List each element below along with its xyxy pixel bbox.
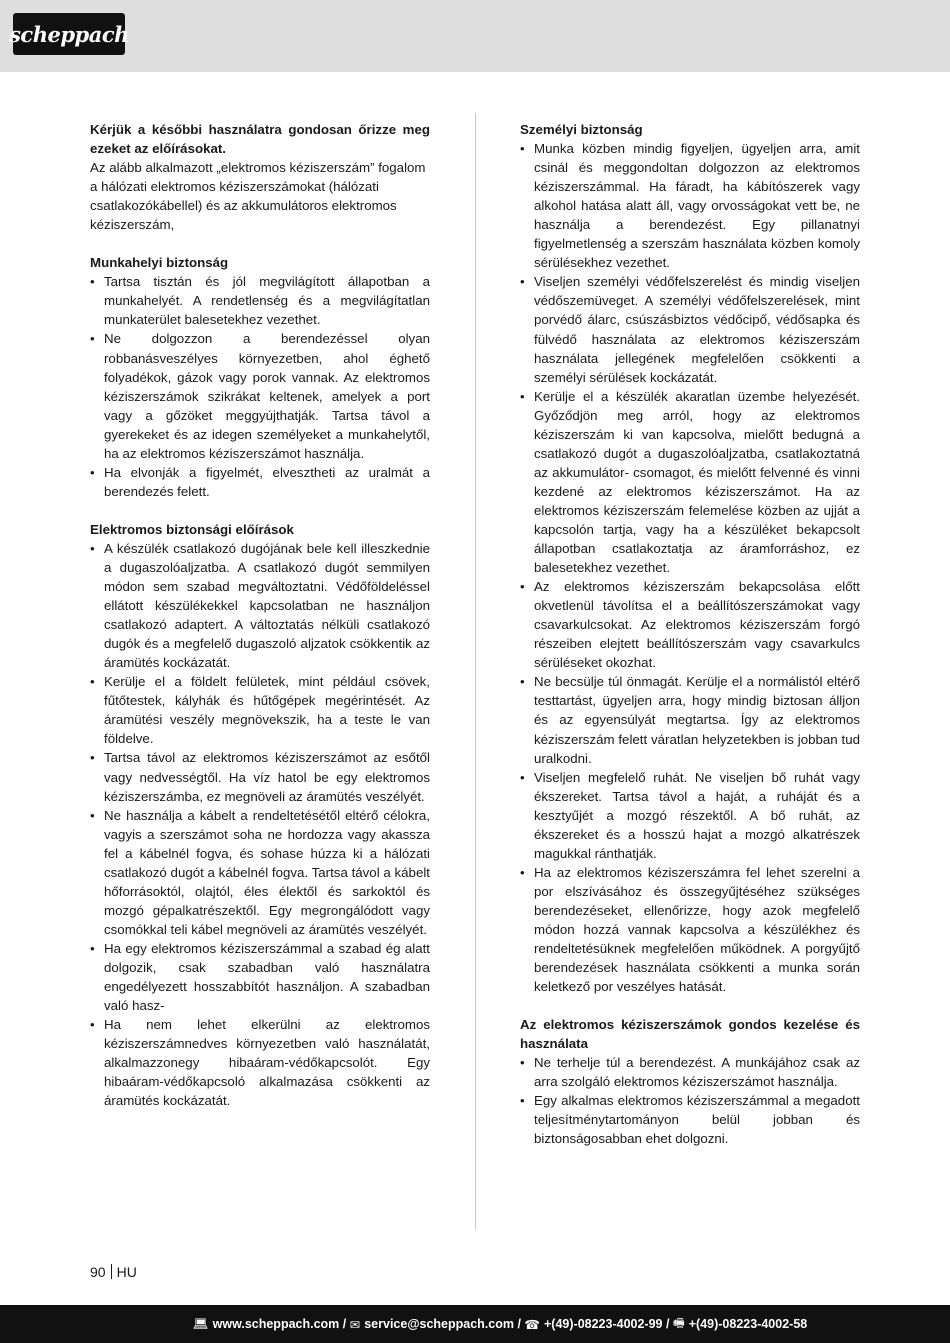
list-item: • Ha elvonják a figyelmét, elvesztheti az uralmát a berendezés felett. (90, 463, 430, 501)
section-title-workplace: Munkahelyi biztonság (90, 255, 229, 271)
page-number-separator (111, 1264, 112, 1279)
footer-phone: +(49)-08223-4002-99 / (544, 1317, 670, 1331)
list-item: • Az elektromos kéziszerszám bekapcsolása előtt okvetlenül távolítsa el a beállítószerszámokat vagy csavarkulcsokat. Az elektromos kéziszerszám forgó részeiben elejtett beállítószerszám vagy csavarkulcs sérüléseket okozhat. (520, 577, 860, 672)
list-item: • Ne használja a kábelt a rendeltetésétől eltérő célokra, vagyis a szerszámot soha ne hordozza vagy akassza fel a kábelnél fogva, és sohase húzza ki a hálózati csatlakozó dugót a kábelnél fogva. Tartsa távol a kábelt hőforrásoktól, olajtól, éles élektől és sarkoktól és mozgó gépalkatrészektől. Egy megrongálódott vagy csomókkal teli kábel megnöveli az áramütés veszélyét. (90, 806, 430, 939)
left-column (90, 120, 430, 1110)
list-item: • Munka közben mindig figyeljen, ügyeljen arra, amit csinál és meggondoltan dolgozzon az elektromos kéziszerszámmal. Ha fáradt, ha kábítószerek vagy alkohol hatása alatt áll, vagy orvosságokat vett be, ne használja a berendezést. Egy pillanatnyi figyelmetlenség a szerszám használata közben komoly sérülésekhez vezethet. (520, 139, 860, 272)
list-item: • Ha az elektromos kéziszerszámra fel lehet szerelni a por elszívásához és összegyűjtéséhez szükséges berendezéseket, ellenőrizze, hogy azok megfelelő módon hozzá vannak kapcsolva a készülékhez és rendeltetésüknek megfelelően működnek. A porgyűjtő berendezések használata csökkenti a munka során keletkező por veszélyes hatását. (520, 863, 860, 996)
intro-notice: Kérjük a későbbi használatra gondosan őrizze meg ezeket az előírásokat. (90, 122, 430, 157)
footer-web-link[interactable]: www.scheppach.com / (212, 1317, 347, 1331)
section-title-careful-use: Az elektromos kéziszerszámok gondos kezelése és használata (520, 1017, 860, 1052)
personal-list (520, 139, 860, 996)
page-number-value: 90 (90, 1264, 106, 1280)
mail-icon: ✉︎ (349, 1317, 361, 1332)
list-item: • Ne becsülje túl önmagát. Kerülje el a normálistól eltérő testtartást, ügyeljen arra, hogy mindig biztosan álljon és az egyensúlyát megtartsa. Így az elektromos kéziszerszám felett váratlan helyzetekben is jobban tud uralkodni. (520, 672, 860, 767)
brand-logo (9, 13, 129, 55)
list-item: • Viseljen megfelelő ruhát. Ne viseljen bő ruhát vagy ékszereket. Tartsa távol a haját, a ruháját és a kesztyűjét a mozgó részektől. A bő ruhát, az ékszereket és a hosszú hajat a mozgó alkatrészek magukkal ránthatják. (520, 768, 860, 863)
list-item: • Ne dolgozzon a berendezéssel olyan robbanásveszélyes környezetben, ahol éghető folyadékok, gázok vagy porok vannak. Az elektromos kéziszerszámok szikrákat keltenek, amelyek a port vagy a gőzöket meggyújthatják. Tartsa távol a gyerekeket és az idegen személyeket a munkahelytől, ha az elektromos kéziszerszámot használja. (90, 329, 430, 462)
electrical-list (90, 539, 430, 1110)
contact-footer (0, 1305, 950, 1343)
careful-use-list (520, 1053, 860, 1148)
phone-icon: ☎︎ (524, 1317, 540, 1332)
column-divider (475, 113, 476, 1230)
language-code: HU (116, 1264, 137, 1280)
fax-icon: 🖷︎ (672, 1315, 685, 1330)
section-title-personal: Személyi biztonság (520, 122, 643, 137)
page-number (90, 1264, 137, 1280)
footer-fax: +(49)-08223-4002-58 (688, 1317, 808, 1331)
list-item: • Tartsa távol az elektromos kéziszerszámot az esőtől vagy nedvességtől. Ha víz hatol be egy elektromos kéziszerszámba, ez megnöveli az áramütés veszélyét. (90, 748, 430, 805)
list-item: • Tartsa tisztán és jól megvilágított állapotban a munkahelyét. A rendetlenség és a megvilágítatlan munkaterület balesetekhez vezethet. (90, 272, 430, 329)
list-item: • Kerülje el a földelt felületek, mint például csövek, fűtőtestek, kályhák és hűtőgépek megérintését. Az áramütési veszély megnövekszik, ha a teste le van földelve. (90, 672, 430, 748)
brand-logo-text: scheppach (9, 21, 129, 47)
list-item: • Kerülje el a készülék akaratlan üzembe helyezését. Győződjön meg arról, hogy az elektromos kéziszerszám ki van kapcsolva, mielőtt bedugná a csatlakozó dugót a dugaszolóaljzatba, csatlakoztatná az akkumulátor- csomagot, és mielőtt felvenné és vinni kezdené az elektromos kéziszerszámot. Ha az elektromos kéziszerszám felemelése közben az ujját a kapcsolón tartja, vagy ha a készüléket bekapcsolt állapotban csatlakoztatja az áramforráshoz, ez balesetekhez vezethet. (520, 387, 860, 577)
list-item: • Ne terhelje túl a berendezést. A munkájához csak az arra szolgáló elektromos kéziszerszámot használja. (520, 1053, 860, 1091)
section-title-electrical: Elektromos biztonsági előírások (90, 521, 294, 537)
footer-email-link[interactable]: service@scheppach.com / (364, 1317, 521, 1331)
computer-icon: 💻︎ (192, 1316, 209, 1331)
list-item: • Egy alkalmas elektromos kéziszerszámmal a megadott teljesítménytartományon belül jobban és biztonságosabban ehet dolgozni. (520, 1091, 860, 1148)
list-item: • Viseljen személyi védőfelszerelést és mindig viseljen védőszemüveget. A személyi védőfelszerelések, mint porvédő álarc, csúszásbiztos védőcipő, védősapka és fülvédő használata az elektromos kéziszerszám használata jellegének megfelelően csökkenti a személyi sérülések kockázatát. (520, 272, 860, 386)
list-item: • Ha egy elektromos kéziszerszámmal a szabad ég alatt dolgozik, csak szabadban való használatra engedélyezett hosszabbítót használjon. A szabadban való hasz- (90, 939, 430, 1015)
right-column (520, 120, 860, 1148)
list-item: • A készülék csatlakozó dugójának bele kell illeszkednie a dugaszolóaljzatba. A csatlakozó dugót semmilyen módon sem szabad megváltoztatni. Védőföldeléssel ellátott készülékekkel kapcsolatban ne használjon csatlakozó adaptert. A változtatás nélküli csatlakozó dugók és a megfelelő dugaszoló aljzatok csökkentik az áramütés kockázatát. (90, 539, 430, 672)
page-header (0, 0, 950, 72)
list-item: • Ha nem lehet elkerülni az elektromos kéziszerszámnedves környezetben való használatát, alkalmazzonegy hibaáram-védőkapcsolót. Egy hibaáram-védőkapcsoló alkalmazása csökkenti az áramütés kockázatát. (90, 1015, 430, 1110)
intro-definition: Az alább alkalmazott „elektromos kéziszerszám” fogalom a hálózati elektromos kéziszerszámokat (hálózati csatlakozókábellel) és az akkumulátoros elektromos kéziszerszám, (90, 160, 426, 233)
workplace-list (90, 272, 430, 501)
